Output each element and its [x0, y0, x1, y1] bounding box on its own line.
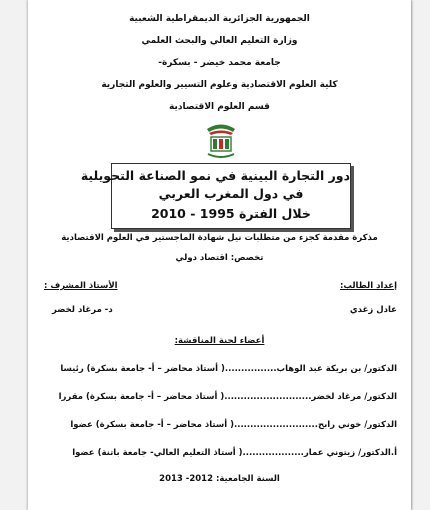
thesis-title-line-1: دور التجارة البينية في نمو الصناعة التحويلية: [80, 168, 350, 183]
prepared-by-label: إعداد الطالب:: [339, 281, 397, 291]
faculty-header: كلية العلوم الاقتصادية وعلوم التسيير والعلوم التجارية: [101, 80, 338, 90]
committee-heading: أعضاء لجنة المناقشة:: [174, 336, 265, 346]
university-header: جامعة محمد خيضر - بسكرة-: [158, 58, 281, 68]
department-header: قسم العلوم الاقتصادية: [169, 102, 270, 112]
supervisor-name: د- مرغاد لخضر: [52, 305, 113, 315]
document-page: [28, 0, 411, 510]
university-logo: [204, 120, 238, 160]
committee-member: أ.الدكتور/ زيتوني عمار...................( أستاذ التعليم العالي- جامعة باتنة) عضوا: [72, 448, 397, 458]
committee-member: الدكتور/ خوني رابح..........................( أستاذ محاضر – أ- جامعة بسكرة) عضوا: [70, 420, 397, 430]
thesis-title-box: [80, 163, 351, 229]
academic-year: السنة الجامعية: 2012- 2013: [159, 474, 280, 484]
specialty: تخصص: اقتصاد دولي: [175, 253, 264, 263]
student-name: عادل زغدي: [349, 305, 397, 315]
thesis-title-line-3: خلال الفترة 1995 - 2010: [151, 206, 311, 221]
memo-statement: مذكرة مقدمة كجزء من متطلبات نيل شهادة الماجستير في العلوم الاقتصادية: [61, 233, 378, 243]
republic-header: الجمهورية الجزائرية الديمقراطية الشعبية: [129, 14, 310, 24]
ministry-header: وزارة التعليم العالي والبحث العلمي: [141, 36, 298, 46]
thesis-title-line-2: في دول المغرب العربي: [158, 186, 304, 201]
supervisor-label: الأستاذ المشرف :: [44, 281, 118, 291]
committee-member: الدكتور/ بن بريكة عبد الوهاب................( أستاذ محاضر – أ- جامعة بسكرة) رئيسا: [60, 364, 397, 374]
committee-member: الدكتور/ مرغاد لخضر...........................( أستاذ محاضر – أ- جامعة بسكرة) مقررا: [58, 392, 397, 402]
